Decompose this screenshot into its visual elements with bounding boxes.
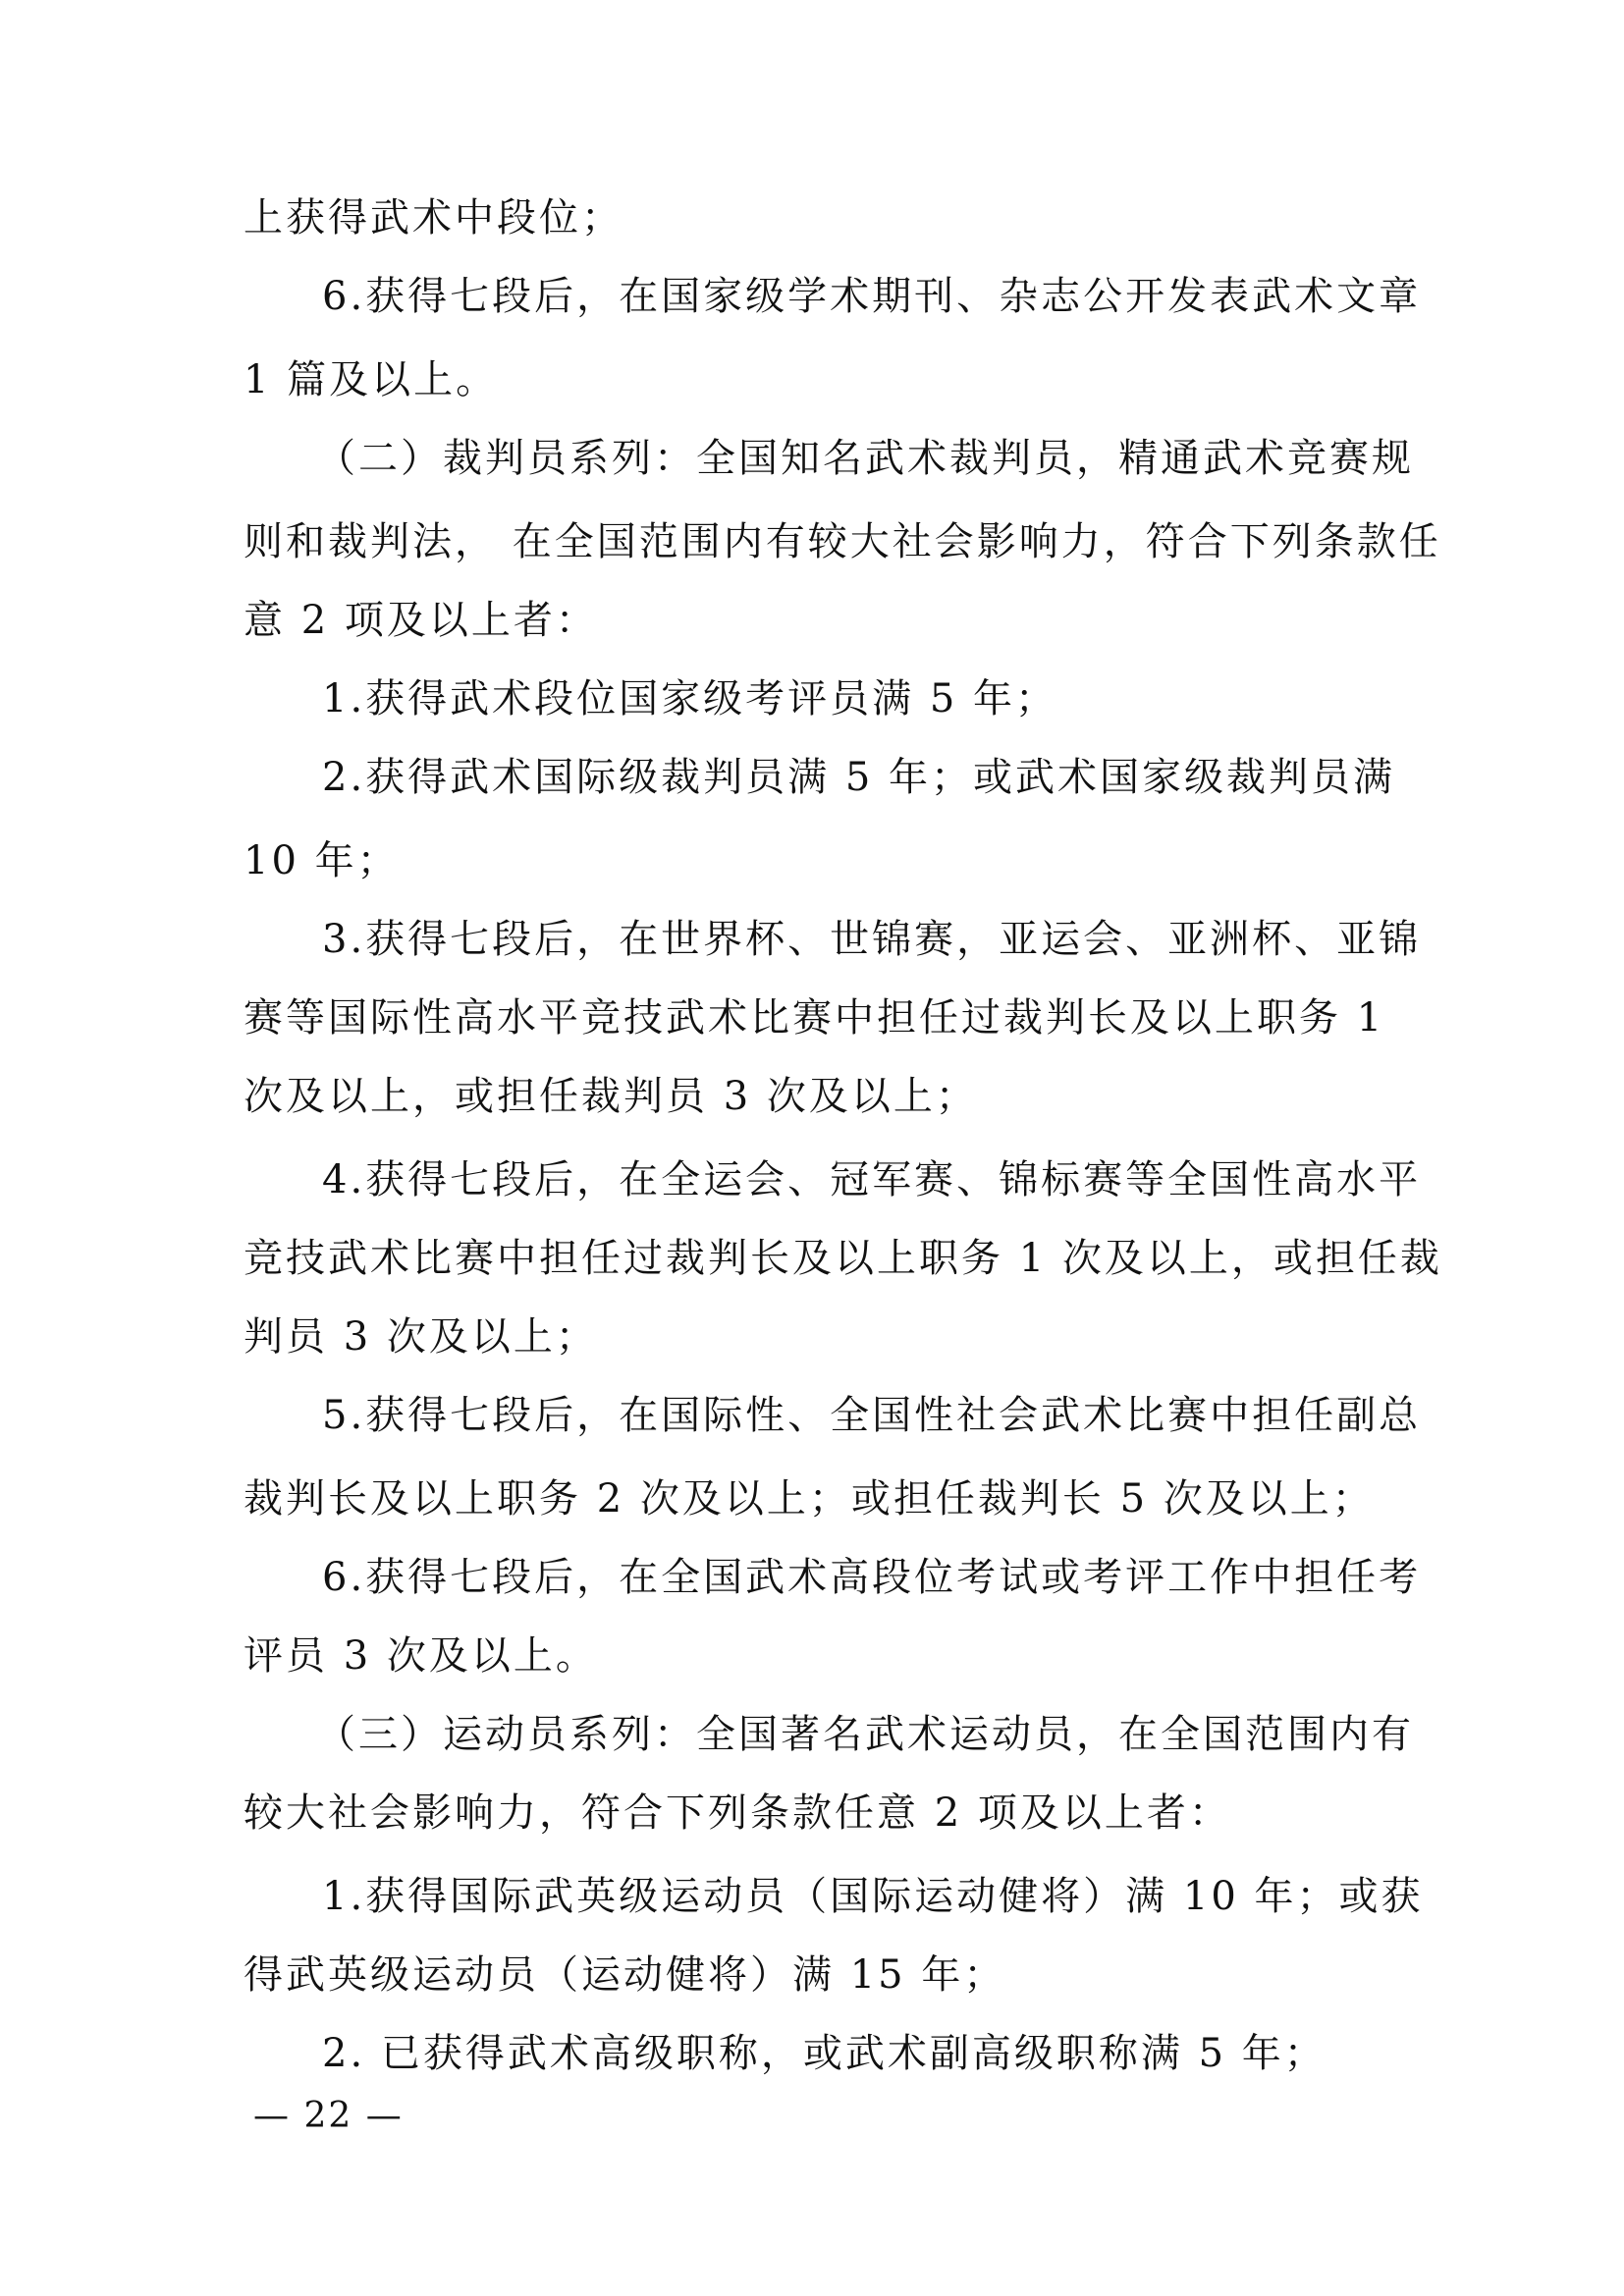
text-line: 赛等国际性高水平竞技武术比赛中担任过裁判长及以上职务 1 [244, 995, 1385, 1041]
page-number: — 22 — [253, 2096, 404, 2136]
text-line: 竞技武术比赛中担任过裁判长及以上职务 1 次及以上，或担任裁 [244, 1236, 1442, 1281]
text-line: 10 年； [244, 838, 400, 883]
text-line: 6.获得七段后，在国家级学术期刊、杂志公开发表武术文章 [322, 274, 1422, 319]
text-line: 判员 3 次及以上； [244, 1314, 598, 1360]
text-line: 得武英级运动员（运动健将）满 15 年； [244, 1952, 1006, 1998]
text-line: 1 篇及以上。 [244, 357, 499, 402]
text-line: 2. 已获得武术高级职称，或武术副高级职称满 5 年； [322, 2031, 1326, 2076]
text-line: 意 2 项及以上者： [244, 598, 598, 643]
text-line: 3.获得七段后，在世界杯、世锦赛，亚运会、亚洲杯、亚锦 [322, 917, 1422, 962]
text-line: 2.获得武术国际级裁判员满 5 年；或武术国家级裁判员满 [322, 755, 1396, 800]
text-line: 6.获得七段后，在全国武术高段位考试或考评工作中担任考 [322, 1555, 1422, 1600]
text-line: 上获得武术中段位； [244, 195, 623, 240]
text-line: 次及以上，或担任裁判员 3 次及以上； [244, 1074, 978, 1119]
text-line: 4.获得七段后，在全运会、冠军赛、锦标赛等全国性高水平 [322, 1157, 1422, 1202]
section-heading-athlete: （三）运动员系列：全国著名武术运动员，在全国范围内有 [316, 1712, 1414, 1757]
text-line: 1.获得国际武英级运动员（国际运动健将）满 10 年；或获 [322, 1874, 1424, 1919]
text-line: 1.获得武术段位国家级考评员满 5 年； [322, 676, 1058, 721]
text-line: 较大社会影响力，符合下列条款任意 2 项及以上者： [244, 1790, 1231, 1836]
text-line: 则和裁判法， 在全国范围内有较大社会影响力，符合下列条款任 [244, 519, 1441, 564]
text-line: 5.获得七段后，在国际性、全国性社会武术比赛中担任副总 [322, 1393, 1422, 1438]
section-heading-referee: （二）裁判员系列：全国知名武术裁判员，精通武术竞赛规 [316, 436, 1414, 481]
text-line: 评员 3 次及以上。 [244, 1633, 598, 1679]
text-line: 裁判长及以上职务 2 次及以上；或担任裁判长 5 次及以上； [244, 1476, 1375, 1522]
